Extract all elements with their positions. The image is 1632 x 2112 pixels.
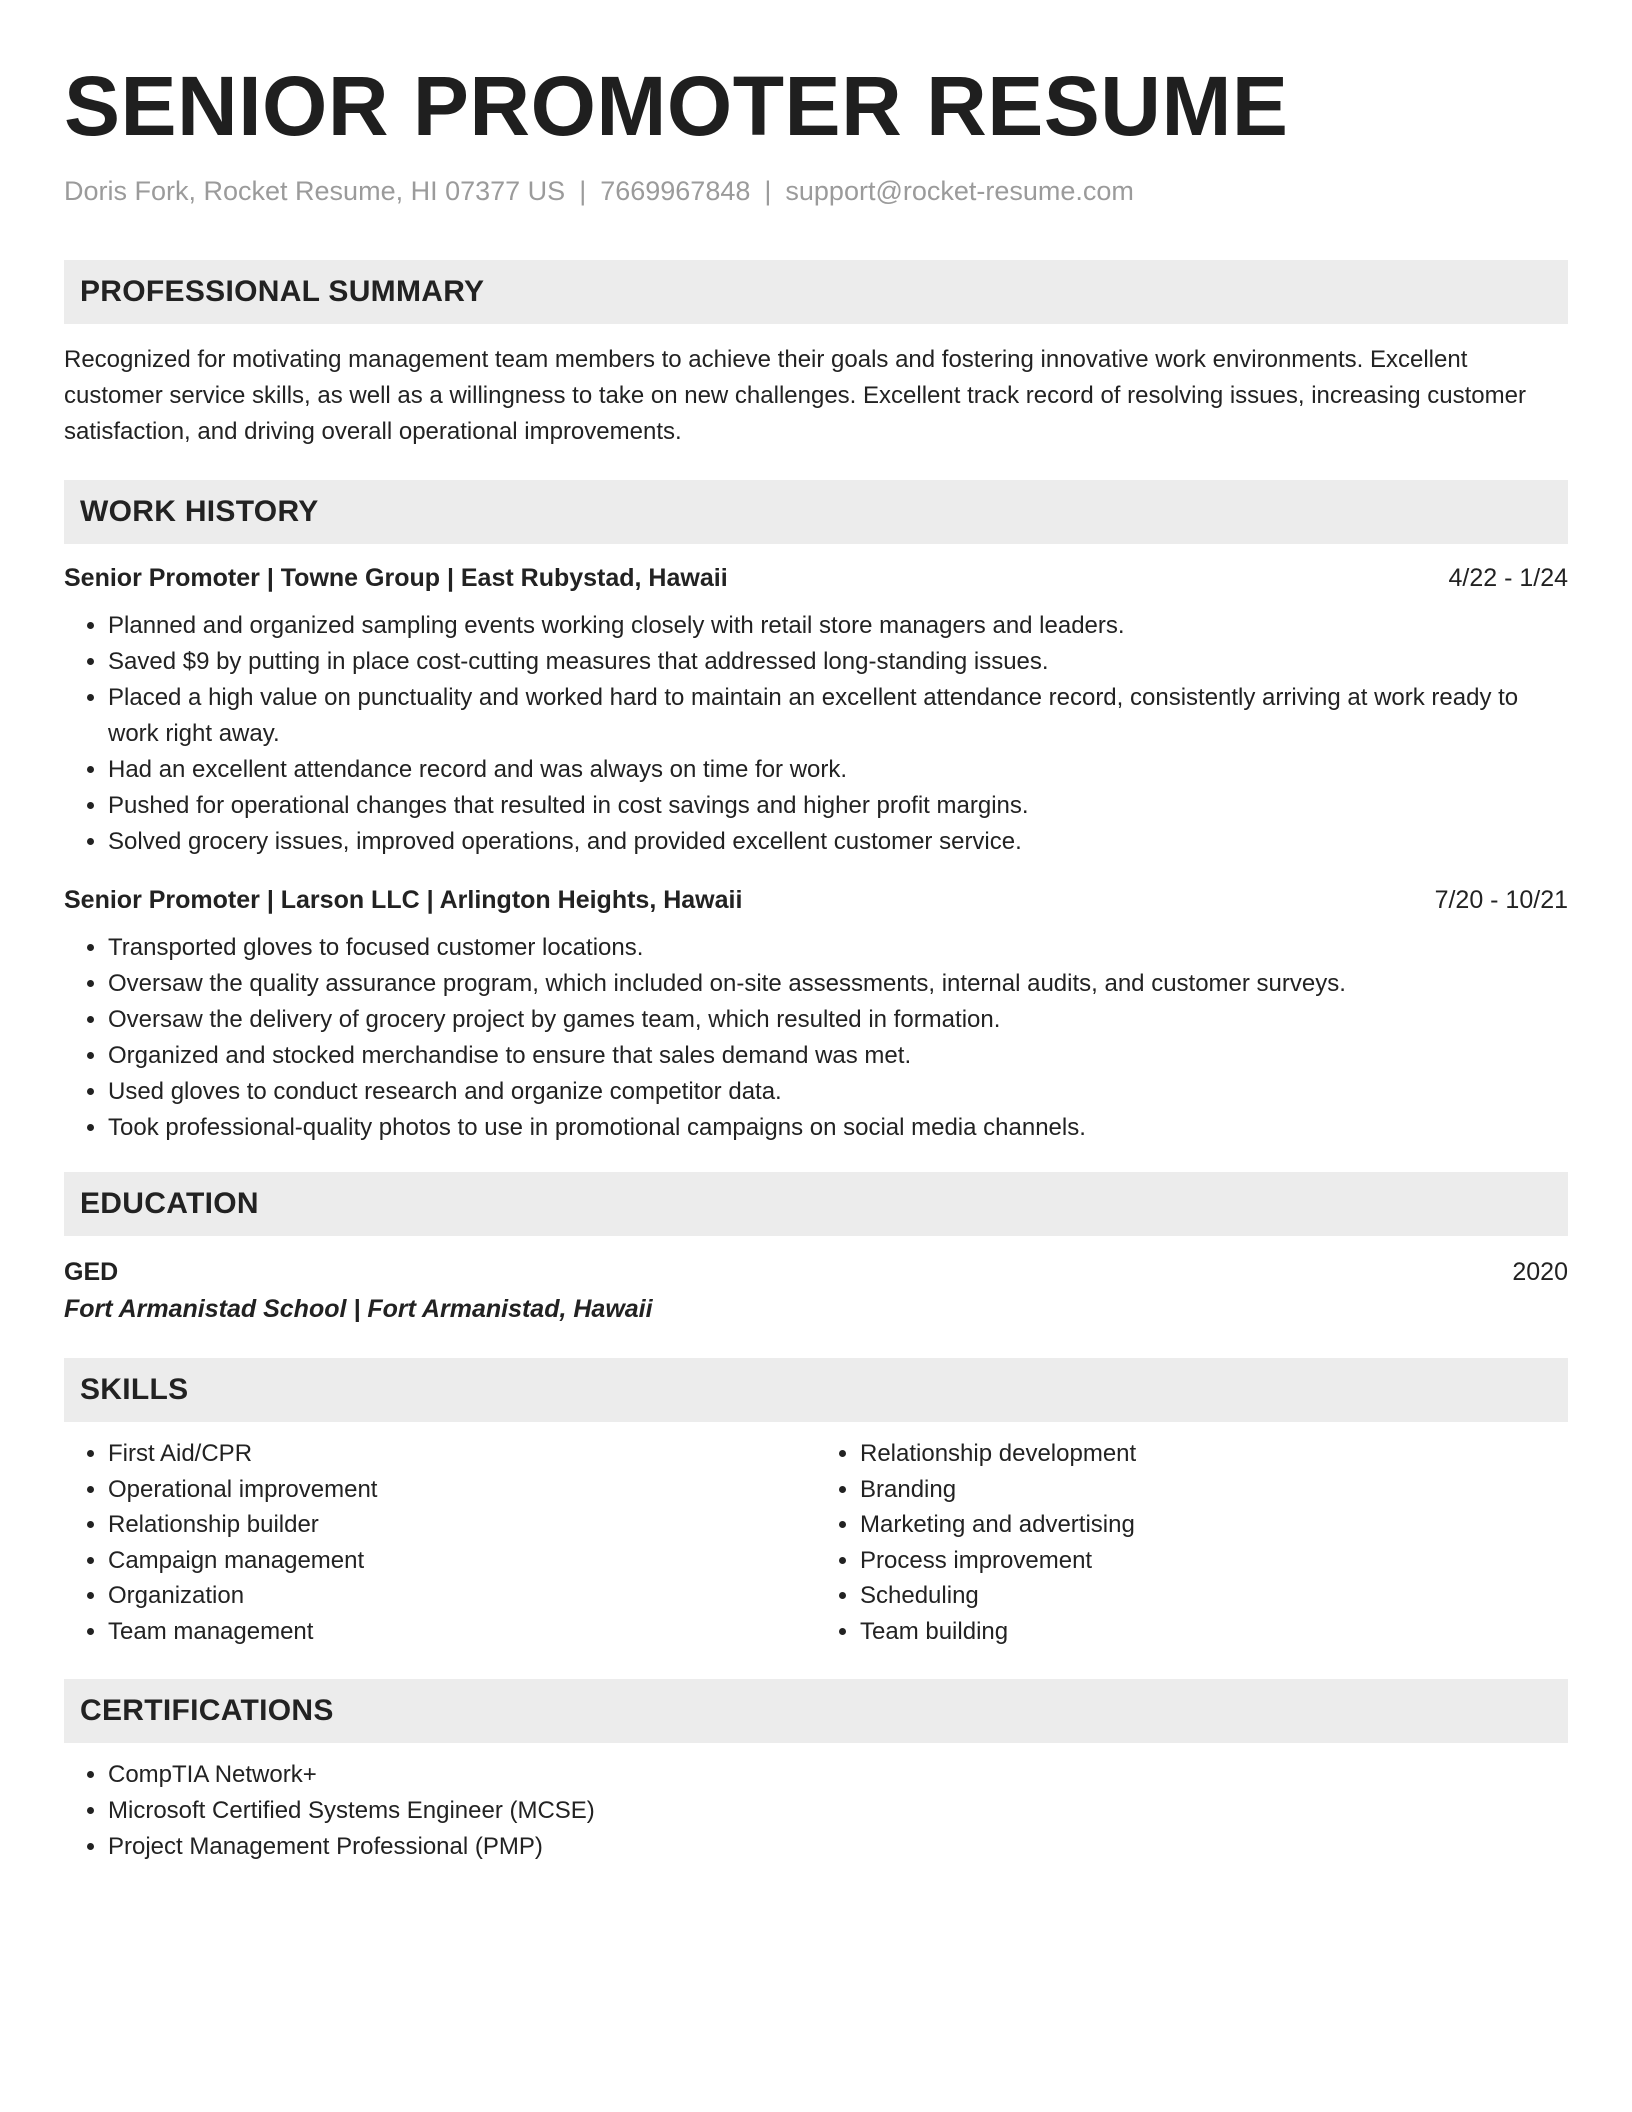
job-dates: 4/22 - 1/24 <box>1448 564 1568 592</box>
list-item: • Oversaw the delivery of grocery project by games team, which resulted in formation. <box>108 1002 1568 1038</box>
job-bullets <box>64 930 1568 1146</box>
list-item: • Saved $9 by putting in place cost-cutting measures that addressed long-standing issues. <box>108 644 1568 680</box>
contact-address: Doris Fork, Rocket Resume, HI 07377 US <box>64 176 566 206</box>
list-item: • Team management <box>108 1614 816 1650</box>
contact-line <box>64 174 1568 208</box>
job-title: Senior Promoter | Towne Group | East Rubystad, Hawaii <box>64 564 728 592</box>
education-school: Fort Armanistad School | Fort Armanistad, Hawaii <box>64 1295 653 1323</box>
list-item: • Solved grocery issues, improved operations, and provided excellent customer service. <box>108 824 1568 860</box>
list-item: • Project Management Professional (PMP) <box>108 1829 1568 1865</box>
list-item: • Organization <box>108 1578 816 1614</box>
list-item: • Had an excellent attendance record and was always on time for work. <box>108 752 1568 788</box>
list-item: • Campaign management <box>108 1543 816 1579</box>
section-heading-summary: PROFESSIONAL SUMMARY <box>64 260 1568 324</box>
list-item: • Marketing and advertising <box>860 1507 1568 1543</box>
list-item: • Oversaw the quality assurance program, which included on-site assessments, internal audits, and customer surveys. <box>108 966 1568 1002</box>
resume-title: SENIOR PROMOTER RESUME <box>64 59 1289 153</box>
list-item: • Planned and organized sampling events working closely with retail store managers and leaders. <box>108 608 1568 644</box>
education-year: 2020 <box>1512 1258 1568 1286</box>
contact-phone: 7669967848 <box>600 176 751 206</box>
skills-column-right <box>816 1436 1568 1649</box>
job-header <box>64 884 1568 916</box>
list-item: • Took professional-quality photos to use in promotional campaigns on social media channels. <box>108 1110 1568 1146</box>
contact-separator: | <box>579 176 587 206</box>
job-bullets <box>64 608 1568 860</box>
contact-email: support@rocket-resume.com <box>785 176 1134 206</box>
list-item: • Transported gloves to focused customer locations. <box>108 930 1568 966</box>
section-heading-education: EDUCATION <box>64 1172 1568 1236</box>
list-item: • Placed a high value on punctuality and worked hard to maintain an excellent attendance record, consistently arriving at work ready to work right away. <box>108 680 1568 752</box>
education-row <box>64 1254 1568 1290</box>
section-heading-work-history: WORK HISTORY <box>64 480 1568 544</box>
contact-separator: | <box>764 176 772 206</box>
list-item: • Scheduling <box>860 1578 1568 1614</box>
list-item: • Pushed for operational changes that resulted in cost savings and higher profit margins. <box>108 788 1568 824</box>
education-degree: GED <box>64 1258 119 1286</box>
list-item: • Operational improvement <box>108 1472 816 1508</box>
summary-text: Recognized for motivating management team members to achieve their goals and fostering innovative work environments. Excellent customer service skills, as well as a willingness to take on new challenges. Excellent track record of resolving issues, increasing customer satisfaction, and driving overall operational improvements. <box>64 346 1526 445</box>
list-item: • Organized and stocked merchandise to ensure that sales demand was met. <box>108 1038 1568 1074</box>
job-header <box>64 562 1568 594</box>
section-heading-skills: SKILLS <box>64 1358 1568 1422</box>
list-item: • Microsoft Certified Systems Engineer (MCSE) <box>108 1793 1568 1829</box>
list-item: • CompTIA Network+ <box>108 1757 1568 1793</box>
list-item: • Branding <box>860 1472 1568 1508</box>
list-item: • Relationship development <box>860 1436 1568 1472</box>
list-item: • Relationship builder <box>108 1507 816 1543</box>
list-item: • Used gloves to conduct research and organize competitor data. <box>108 1074 1568 1110</box>
job-title: Senior Promoter | Larson LLC | Arlington Heights, Hawaii <box>64 886 743 914</box>
job-dates: 7/20 - 10/21 <box>1434 886 1568 914</box>
list-item: • Team building <box>860 1614 1568 1650</box>
list-item: • First Aid/CPR <box>108 1436 816 1472</box>
skills-column-left <box>64 1436 816 1649</box>
list-item: • Process improvement <box>860 1543 1568 1579</box>
section-heading-certifications: CERTIFICATIONS <box>64 1679 1568 1743</box>
skills-grid <box>64 1436 1568 1649</box>
certifications-list <box>64 1757 1568 1865</box>
